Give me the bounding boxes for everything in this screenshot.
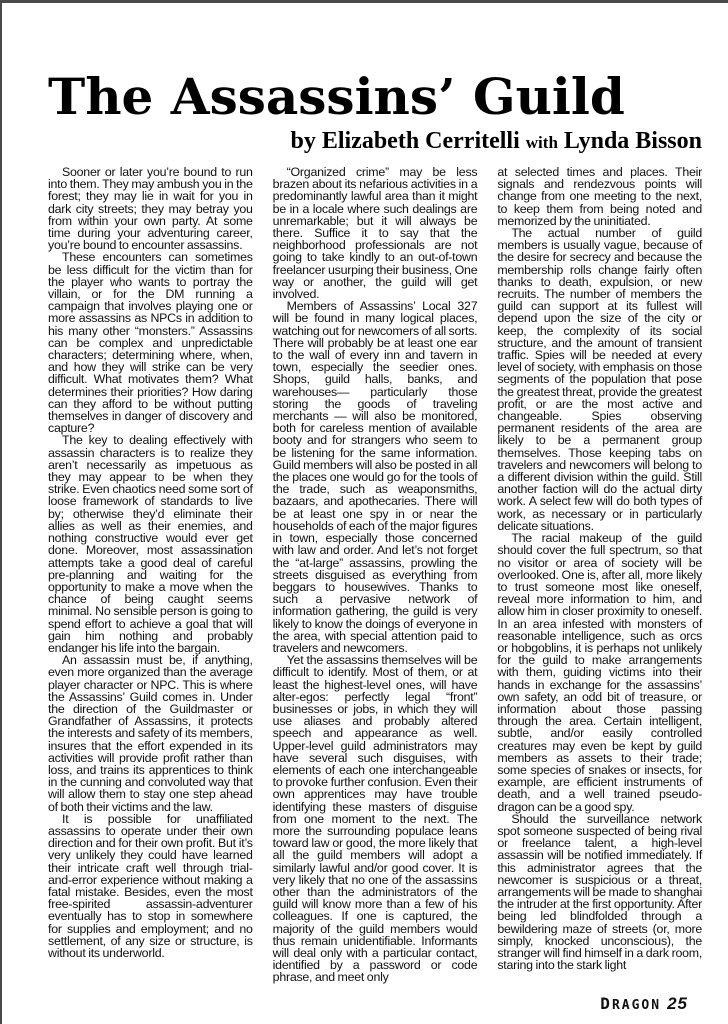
paragraph: at selected times and places. Their signals and rendezvous points will change from one meeting to the next, to keep them from being noted and memorized by the uninitiated. — [497, 165, 703, 228]
paragraph: The key to dealing effectively with assassin characters is to realize they aren’t necessarily as impetuous as they may appear to be when they strike. Even chaotics need some sort of loose framework of standards to live by; otherwise they’d eliminate their allies as well as their enemies, and nothing constructive would ever get done. Moreover, most assassination attempts take a good deal of careful pre-planning and waiting for the opportunity to make a move when the chance of being caught seems minimal. No sensible person is going to spend effort to achieve a goal that will gain him nothing and probably endanger his life into the bargain. — [48, 433, 253, 655]
byline-coauthor: Lynda Bisson — [563, 128, 702, 154]
article-title: The Assassins’ Guild — [48, 67, 625, 126]
paragraph: Sooner or later you’re bound to run into them. They may ambush you in the forest; they may lie in wait for you in dark city streets; they may betray you from within your own party. At some time during your adventuring career, you’re bound to encounter assassins. — [48, 165, 253, 253]
paragraph: The actual number of guild members is usually vague, because of the desire for secrecy and because the membership rolls change fairly often thanks to death, expulsion, or new recruits. The number of members the guild can support at its fullest will depend upon the size of the city or keep, the complexity of its social structure, and the amount of transient traffic. Spies will be needed at every level of society, with emphasis on those segments of the population that pose the greatest threat, provide the greatest profit, or are the most active and changeable. Spies observing permanent residents of the area are likely to be a permanent group themselves. Those keeping tabs on travelers and newcomers will belong to a different division within the guild. Still another faction will do the actual dirty work. A select few will do both types of work, as necessary or in particularly delicate situations. — [497, 226, 703, 533]
paragraph: It is possible for unaffiliated assassins to operate under their own direction and for their own profit. But it’s very unlikely they could have learned their intricate craft well through trial-and-error experience without making a fatal mistake. Besides, even the most free-spirited assassin-adventurer eventually has to stop in somewhere for supplies and employment; and no settlement, of any size or structure, is without its underworld. — [48, 811, 253, 960]
article-byline — [48, 126, 702, 158]
text-column-2 — [273, 166, 478, 984]
paragraph: Should the surveillance network spot someone suspected of being rival or freelance talent, a high-level assassin will be notified immediately. If this administrator agrees that the newcomer is suspicious or a threat, arrangements will be made to shanghai the intruder at the first opportunity. After being led blindfolded through a bewildering maze of streets (or, more simply, knocked unconscious), the stranger will find himself in a dark room, staring into the stark light — [497, 811, 703, 973]
page-footer — [48, 994, 702, 1016]
paragraph: The racial makeup of the guild should cover the full spectrum, so that no visitor or area of society will be overlooked. One is, after all, more likely to trust someone most like oneself, reveal more information to him, and allow him in closer proximity to oneself. In an area infested with monsters of reasonable intelligence, such as orcs or hobgoblins, it is perhaps not unlikely for the guild to make arrangements with them, guiding victims into their hands in exchange for the assassins’ own safety, an odd bit of treasure, or information about those passing through the area. Certain intelligent, subtle, and/or easily controlled creatures may even be kept by guild members as assets to their trade; some species of snakes or insects, for example, are efficient instruments of death, and a well trained pseudo-dragon can be a good spy. — [497, 531, 703, 814]
page-number: 25 — [667, 993, 688, 1013]
paragraph: Members of Assassins’ Local 327 will be found in many logical places, watching out for newcomers of all sorts. There will probably be at least one ear to the wall of every inn and tavern in town, especially the seedier ones. Shops, guild halls, banks, and warehouses— particularly those storing the goods of traveling merchants — will also be monitored, both for careless mention of available booty and for strangers who seem to be listening for the same information. Guild members will also be posted in all the places one would go for the tools of the trade, such as weaponsmiths, bazaars, and apothecaries. There will be at least one spy in or near the households of each of the major figures in town, especially those concerned with law and order. And let’s not forget the “at-large” assassins, prowling the streets disguised as everything from beggars to housewives. Thanks to such a pervasive network of information gathering, the guild is very likely to know the doings of everyone in the area, with special attention paid to travelers and newcomers. — [272, 299, 478, 655]
article-columns — [48, 166, 702, 984]
paragraph: “Organized crime” may be less brazen about its nefarious activities in a predominantly lawful area than it might be in a locale where such dealings are unremarkable; but it will always be there. Suffice it to say that the neighborhood professionals are not going to take kindly to an out-of-town freelancer usurping their business, One way or another, the guild will get involved. — [272, 165, 478, 302]
byline-author: Elizabeth Cerritelli — [321, 128, 520, 154]
text-column-3 — [497, 166, 702, 971]
paragraph: An assassin must be, if anything, even more organized than the average player character or NPC. This is where the Assassins’ Guild comes in. Under the direction of the Guildmaster or Grandfather of Assassins, it protects the interests and safety of its members, insures that the effort expended in its activities will provide profit rather than loss, and trains its apprentices to think in the cunning and convoluted way that will allow them to stay one step ahead of both their victims and the law. — [48, 653, 253, 814]
magazine-name-rest: RAGON — [611, 997, 662, 1013]
paragraph: Yet the assassins themselves will be difficult to identify. Most of them, or at least the highest-level ones, will have alter-egos: perfectly legal “front” businesses or jobs, in which they will use aliases and probably altered speech and appearance as well. Upper-level guild administrators may have several such disguises, with elements of each one interchangeable to provoke further confusion. Even their own apprentices may have trouble identifying these masters of disguise from one moment to the next. The more the surrounding populace leans toward law or good, the more likely that all the guild members will adopt a similarly lawful and/or good cover. It is very likely that no one of the assassins other than the administrators of the guild will know more than a few of his colleagues. If one is captured, the majority of the guild members would thus remain unidentifiable. Informants will deal only with a particular contact, identified by a password or code phrase, and meet only — [272, 653, 478, 985]
byline-with: with — [525, 133, 558, 152]
paragraph: These encounters can sometimes be less difficult for the victim than for the player who wants to portray the villain, or for the DM running a campaign that involves playing one or more assassins as NPCs in addition to his many other “monsters.” Assassins can be complex and unpredictable characters; determining where, when, and how they will strike can be very difficult. What motivates them? What determines their priorities? How daring can they afford to be without putting themselves in danger of discovery and capture? — [48, 250, 253, 436]
text-column-1 — [48, 166, 253, 959]
magazine-name-initial: D — [600, 993, 612, 1013]
byline-prefix: by — [290, 128, 316, 154]
magazine-name — [600, 993, 662, 1013]
